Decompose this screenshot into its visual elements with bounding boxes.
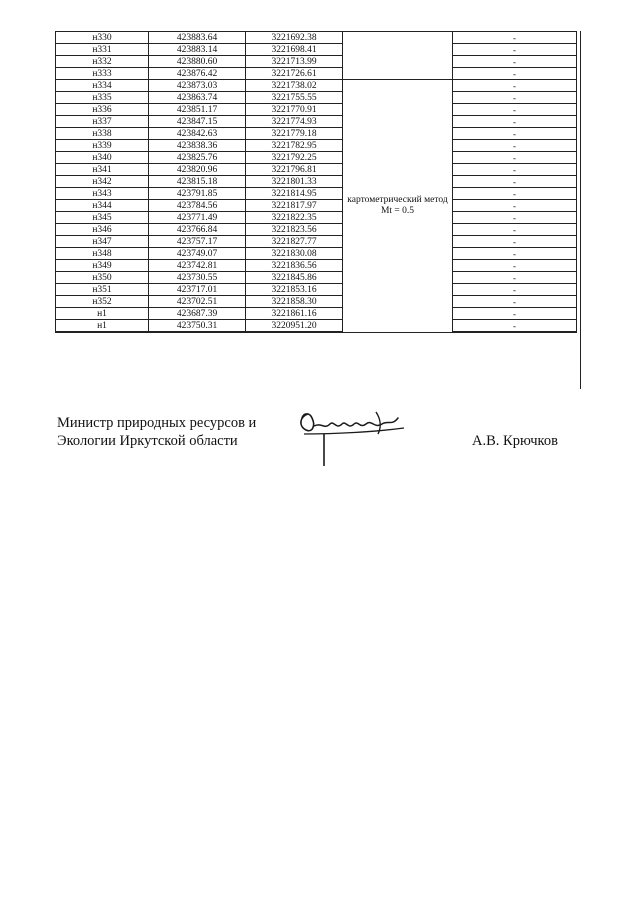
y-coordinate-cell: 3221713.99 <box>246 56 343 68</box>
signatory-position-line2: Экологии Иркутской области <box>57 433 238 449</box>
note-cell: - <box>453 296 577 308</box>
point-id-cell: н340 <box>56 152 149 164</box>
x-coordinate-cell: 423883.14 <box>149 44 246 56</box>
note-cell: - <box>453 68 577 80</box>
table-row <box>56 80 577 92</box>
note-cell: - <box>453 224 577 236</box>
y-coordinate-cell: 3221827.77 <box>246 236 343 248</box>
table-row <box>56 116 577 128</box>
point-id-cell: н345 <box>56 212 149 224</box>
x-coordinate-cell: 423757.17 <box>149 236 246 248</box>
method-note-cell: картометрический метод Mt = 0.5 <box>343 80 453 333</box>
signatory-position <box>57 414 256 450</box>
method-cell-empty <box>343 32 453 80</box>
y-coordinate-cell: 3221755.55 <box>246 92 343 104</box>
point-id-cell: н350 <box>56 272 149 284</box>
y-coordinate-cell: 3221801.33 <box>246 176 343 188</box>
point-id-cell: н332 <box>56 56 149 68</box>
y-coordinate-cell: 3221822.35 <box>246 212 343 224</box>
table-row <box>56 164 577 176</box>
point-id-cell: н339 <box>56 140 149 152</box>
note-cell: - <box>453 164 577 176</box>
table-row <box>56 224 577 236</box>
point-id-cell: н347 <box>56 236 149 248</box>
y-coordinate-cell: 3221774.93 <box>246 116 343 128</box>
y-coordinate-cell: 3221845.86 <box>246 272 343 284</box>
y-coordinate-cell: 3221726.61 <box>246 68 343 80</box>
x-coordinate-cell: 423771.49 <box>149 212 246 224</box>
y-coordinate-cell: 3221836.56 <box>246 260 343 272</box>
note-cell: - <box>453 188 577 200</box>
x-coordinate-cell: 423838.36 <box>149 140 246 152</box>
x-coordinate-cell: 423825.76 <box>149 152 246 164</box>
x-coordinate-cell: 423883.64 <box>149 32 246 44</box>
y-coordinate-cell: 3221853.16 <box>246 284 343 296</box>
note-cell: - <box>453 212 577 224</box>
y-coordinate-cell: 3221770.91 <box>246 104 343 116</box>
note-cell: - <box>453 152 577 164</box>
x-coordinate-cell: 423873.03 <box>149 80 246 92</box>
y-coordinate-cell: 3221814.95 <box>246 188 343 200</box>
note-cell: - <box>453 80 577 92</box>
point-id-cell: н338 <box>56 128 149 140</box>
y-coordinate-cell: 3221796.81 <box>246 164 343 176</box>
x-coordinate-cell: 423815.18 <box>149 176 246 188</box>
table-row <box>56 272 577 284</box>
y-coordinate-cell: 3221782.95 <box>246 140 343 152</box>
y-coordinate-cell: 3221861.16 <box>246 308 343 320</box>
table-row <box>56 92 577 104</box>
point-id-cell: н342 <box>56 176 149 188</box>
x-coordinate-cell: 423750.31 <box>149 320 246 333</box>
table-row <box>56 176 577 188</box>
y-coordinate-cell: 3220951.20 <box>246 320 343 333</box>
point-id-cell: н348 <box>56 248 149 260</box>
point-id-cell: н330 <box>56 32 149 44</box>
table-row <box>56 104 577 116</box>
y-coordinate-cell: 3221858.30 <box>246 296 343 308</box>
table-row <box>56 68 577 80</box>
y-coordinate-cell: 3221779.18 <box>246 128 343 140</box>
point-id-cell: н346 <box>56 224 149 236</box>
table-row <box>56 56 577 68</box>
table-row <box>56 140 577 152</box>
table-row <box>56 212 577 224</box>
note-cell: - <box>453 32 577 44</box>
coordinates-table <box>55 31 577 333</box>
point-id-cell: н1 <box>56 320 149 333</box>
note-cell: - <box>453 236 577 248</box>
point-id-cell: н1 <box>56 308 149 320</box>
x-coordinate-cell: 423863.74 <box>149 92 246 104</box>
note-cell: - <box>453 284 577 296</box>
note-cell: - <box>453 56 577 68</box>
table-row <box>56 152 577 164</box>
point-id-cell: н335 <box>56 92 149 104</box>
table-row <box>56 260 577 272</box>
x-coordinate-cell: 423687.39 <box>149 308 246 320</box>
x-coordinate-cell: 423847.15 <box>149 116 246 128</box>
x-coordinate-cell: 423717.01 <box>149 284 246 296</box>
table-row <box>56 44 577 56</box>
y-coordinate-cell: 3221738.02 <box>246 80 343 92</box>
y-coordinate-cell: 3221823.56 <box>246 224 343 236</box>
point-id-cell: н349 <box>56 260 149 272</box>
y-coordinate-cell: 3221817.97 <box>246 200 343 212</box>
table-row <box>56 248 577 260</box>
note-cell: - <box>453 128 577 140</box>
x-coordinate-cell: 423784.56 <box>149 200 246 212</box>
note-cell: - <box>453 92 577 104</box>
y-coordinate-cell: 3221792.25 <box>246 152 343 164</box>
point-id-cell: н337 <box>56 116 149 128</box>
point-id-cell: н343 <box>56 188 149 200</box>
table-row <box>56 128 577 140</box>
table-row <box>56 284 577 296</box>
note-cell: - <box>453 44 577 56</box>
point-id-cell: н331 <box>56 44 149 56</box>
note-cell: - <box>453 320 577 333</box>
note-cell: - <box>453 140 577 152</box>
table-row <box>56 236 577 248</box>
x-coordinate-cell: 423820.96 <box>149 164 246 176</box>
point-id-cell: н336 <box>56 104 149 116</box>
point-id-cell: н352 <box>56 296 149 308</box>
note-cell: - <box>453 260 577 272</box>
point-id-cell: н351 <box>56 284 149 296</box>
x-coordinate-cell: 423842.63 <box>149 128 246 140</box>
x-coordinate-cell: 423880.60 <box>149 56 246 68</box>
handwritten-signature <box>294 404 414 470</box>
table-right-border <box>580 31 581 389</box>
table-row <box>56 188 577 200</box>
note-cell: - <box>453 308 577 320</box>
x-coordinate-cell: 423749.07 <box>149 248 246 260</box>
coordinates-table-body <box>56 32 577 333</box>
point-id-cell: н333 <box>56 68 149 80</box>
signatory-position-line1: Министр природных ресурсов и <box>57 415 257 431</box>
x-coordinate-cell: 423766.84 <box>149 224 246 236</box>
y-coordinate-cell: 3221692.38 <box>246 32 343 44</box>
signatory-name: А.В. Крючков <box>472 433 558 449</box>
note-cell: - <box>453 272 577 284</box>
note-cell: - <box>453 200 577 212</box>
x-coordinate-cell: 423851.17 <box>149 104 246 116</box>
x-coordinate-cell: 423876.42 <box>149 68 246 80</box>
table-row <box>56 32 577 44</box>
note-cell: - <box>453 248 577 260</box>
table-row <box>56 308 577 320</box>
table-row <box>56 296 577 308</box>
y-coordinate-cell: 3221830.08 <box>246 248 343 260</box>
note-cell: - <box>453 116 577 128</box>
x-coordinate-cell: 423791.85 <box>149 188 246 200</box>
y-coordinate-cell: 3221698.41 <box>246 44 343 56</box>
x-coordinate-cell: 423730.55 <box>149 272 246 284</box>
table-row <box>56 320 577 333</box>
x-coordinate-cell: 423702.51 <box>149 296 246 308</box>
point-id-cell: н334 <box>56 80 149 92</box>
note-cell: - <box>453 104 577 116</box>
point-id-cell: н341 <box>56 164 149 176</box>
x-coordinate-cell: 423742.81 <box>149 260 246 272</box>
point-id-cell: н344 <box>56 200 149 212</box>
note-cell: - <box>453 176 577 188</box>
table-row <box>56 200 577 212</box>
